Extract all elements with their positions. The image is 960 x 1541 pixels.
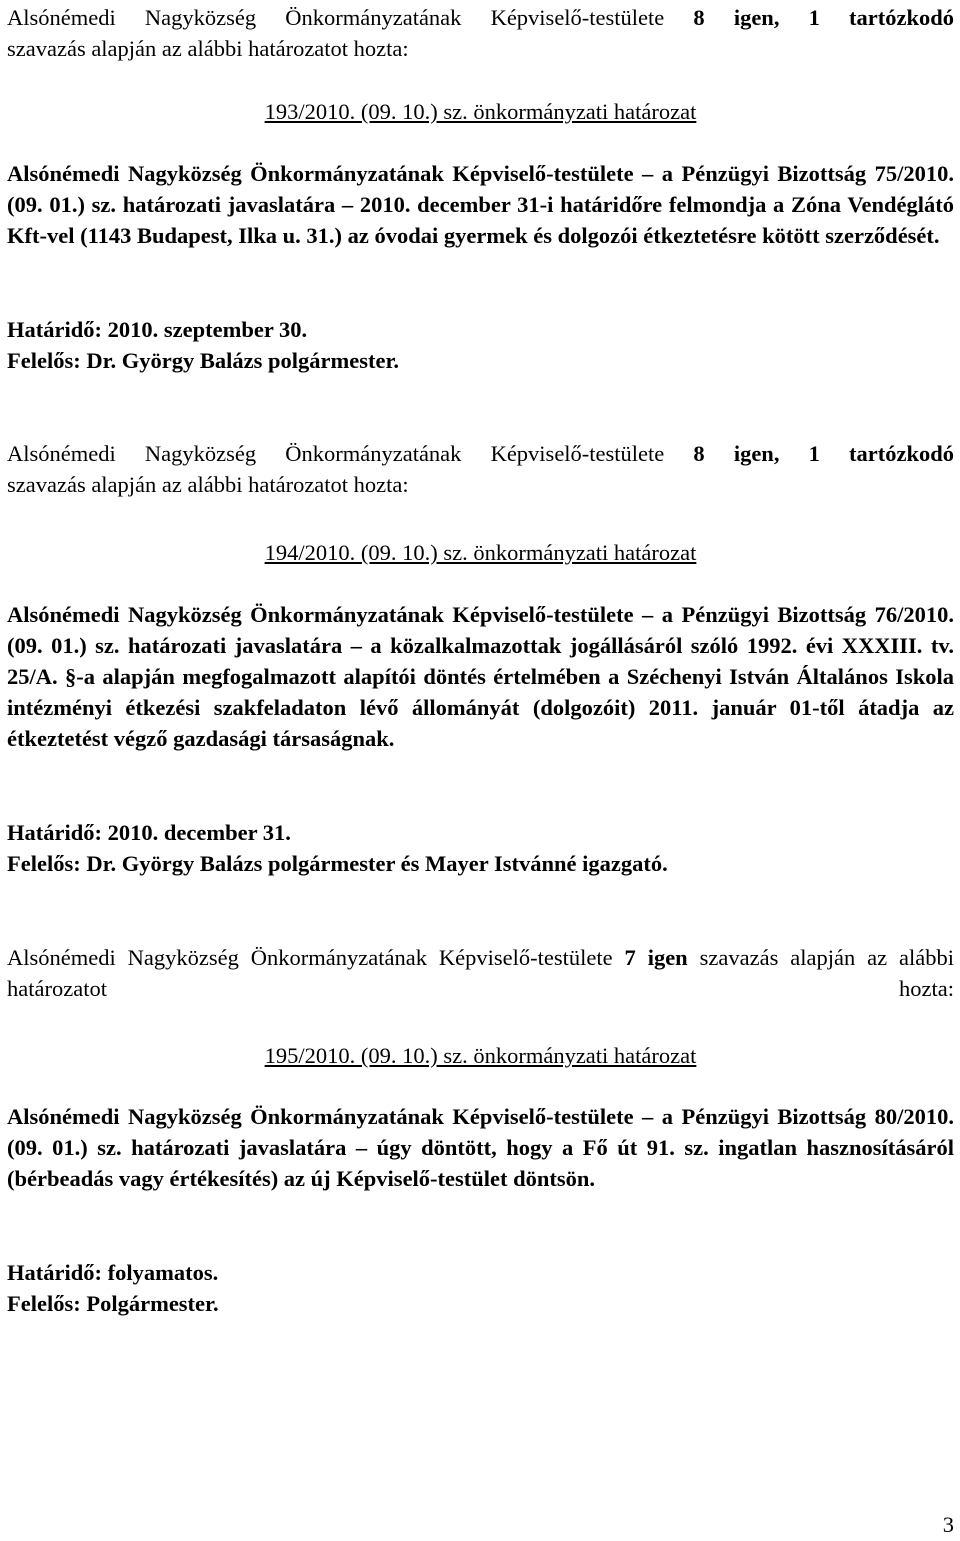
responsible: Felelős: Polgármester.	[7, 1291, 219, 1316]
intro-text: Alsónémedi Nagyközség Önkormányzatának Képviselő-testülete	[7, 441, 694, 466]
vote-count: 7 igen	[624, 945, 688, 970]
deadline: Határidő: 2010. szeptember 30.	[7, 317, 308, 342]
deadline: Határidő: folyamatos.	[7, 1260, 219, 1285]
resolution-title: 193/2010. (09. 10.) sz. önkormányzati határozat	[264, 99, 697, 124]
page-number: 3	[942, 1512, 954, 1537]
intro-text: Alsónémedi Nagyközség Önkormányzatának Képviselő-testülete	[7, 5, 694, 30]
vote-intro	[7, 2, 954, 33]
vote-intro	[7, 942, 954, 1004]
resolution-body: Alsónémedi Nagyközség Önkormányzatának Képviselő-testülete – a Pénzügyi Bizottság 75/2010. (09. 01.) sz. határozati javaslatára – 2010. december 31-i határidőre felmondja a Zóna Vendéglátó Kft-vel (1143 Budapest, Ilka u. 31.) az óvodai gyermek és dolgozói étkeztetésre kötött szerződését.	[7, 161, 954, 248]
responsible: Felelős: Dr. György Balázs polgármester és Mayer Istvánné igazgató.	[7, 851, 668, 876]
resolution-title: 194/2010. (09. 10.) sz. önkormányzati határozat	[264, 540, 697, 565]
vote-intro-cont: szavazás alapján az alábbi határozatot hozta:	[7, 472, 409, 497]
intro-text-cont: szavazás alapján az alábbi határozatot hozta:	[7, 945, 954, 1001]
vote-intro-cont: szavazás alapján az alábbi határozatot hozta:	[7, 36, 409, 61]
resolution-body: Alsónémedi Nagyközség Önkormányzatának Képviselő-testülete – a Pénzügyi Bizottság 80/2010. (09. 01.) sz. határozati javaslatára – úgy döntött, hogy a Fő út 91. sz. ingatlan hasznosításáról (bérbeadás vagy értékesítés) az új Képviselő-testület döntsön.	[7, 1104, 954, 1191]
intro-text: Alsónémedi Nagyközség Önkormányzatának Képviselő-testülete	[7, 945, 625, 970]
resolution-193	[7, 2, 954, 64]
vote-count: 8 igen, 1 tartózkodó	[693, 5, 954, 30]
responsible: Felelős: Dr. György Balázs polgármester.	[7, 348, 400, 373]
resolution-194	[7, 438, 954, 500]
vote-intro	[7, 438, 954, 469]
resolution-title: 195/2010. (09. 10.) sz. önkormányzati határozat	[264, 1043, 697, 1068]
resolution-body: Alsónémedi Nagyközség Önkormányzatának Képviselő-testülete – a Pénzügyi Bizottság 76/2010. (09. 01.) sz. határozati javaslatára – a közalkalmazottak jogállásáról szóló 1992. évi XXXIII. tv. 25/A. §-a alapján megfogalmazott alapítói döntés értelmében a Széchenyi István Általános Iskola intézményi étkezési szakfeladaton lévő állományát (dolgozóit) 2011. január 01-től átadja az étkeztetést végző gazdasági társaságnak.	[7, 602, 954, 751]
resolution-195	[7, 942, 954, 1004]
deadline: Határidő: 2010. december 31.	[7, 820, 291, 845]
vote-count: 8 igen, 1 tartózkodó	[693, 441, 954, 466]
